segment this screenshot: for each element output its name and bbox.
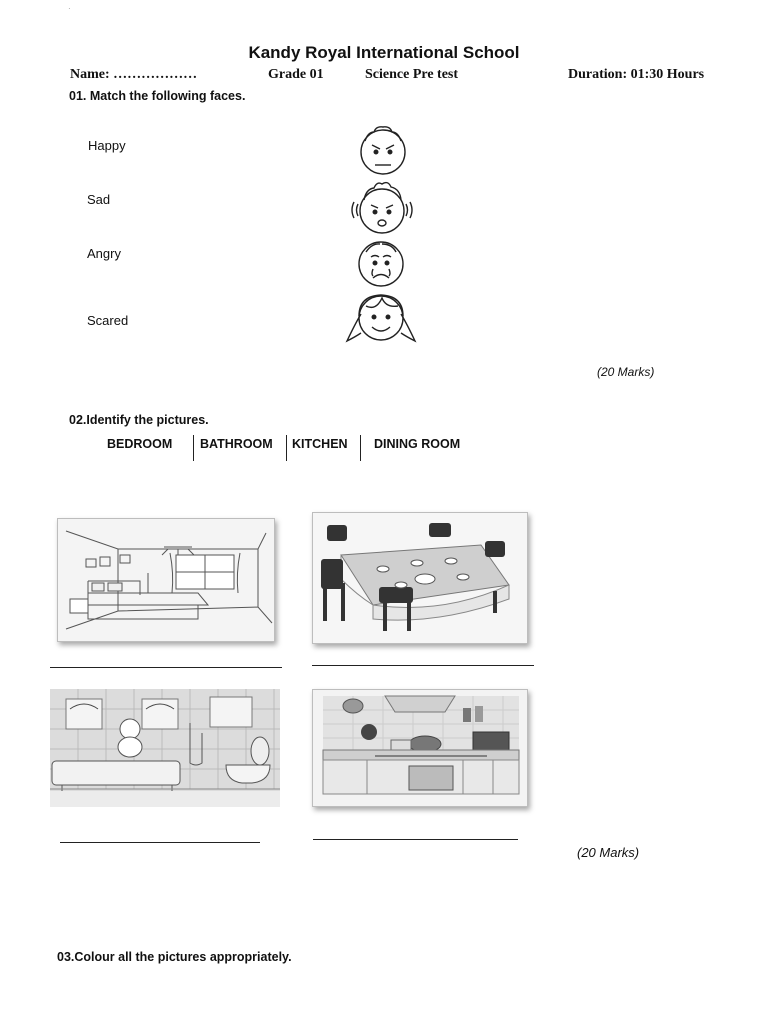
label-sad: Sad (87, 192, 111, 207)
question-2-title: 02.Identify the pictures. (69, 413, 209, 427)
word-divider (286, 435, 287, 461)
happy-face-icon (344, 292, 418, 344)
school-title: Kandy Royal International School (248, 43, 520, 62)
label-happy: Happy (88, 138, 126, 153)
word-divider (193, 435, 194, 461)
bathroom-picture (50, 689, 280, 807)
question-1-title: 01. Match the following faces. (69, 89, 246, 103)
word-bedroom: BEDROOM (107, 437, 173, 451)
subject-label: Science Pre test (365, 67, 459, 82)
dining-room-picture (312, 512, 528, 644)
angry-face-icon (355, 123, 411, 177)
name-field-label: Name: ……………… (70, 67, 198, 82)
word-bathroom: BATHROOM (200, 437, 273, 451)
question-3-title: 03.Colour all the pictures appropriately. (57, 950, 292, 964)
question-1-marks: (20 Marks) (597, 365, 655, 379)
answer-line-dining-room (312, 665, 534, 666)
answer-line-kitchen (313, 839, 518, 840)
word-dining-room: DINING ROOM (374, 437, 461, 451)
duration-label: Duration: 01:30 Hours (568, 67, 705, 82)
scared-face-icon (348, 180, 416, 236)
bedroom-picture (57, 518, 275, 642)
word-divider (360, 435, 361, 461)
label-angry: Angry (87, 246, 121, 261)
answer-line-bedroom (50, 667, 282, 668)
label-scared: Scared (87, 313, 129, 328)
kitchen-picture (312, 689, 528, 807)
grade-label: Grade 01 (268, 67, 324, 82)
stray-mark: · (68, 4, 71, 13)
word-kitchen: KITCHEN (292, 437, 348, 451)
question-2-marks: (20 Marks) (577, 845, 640, 860)
answer-line-bathroom (60, 842, 260, 843)
sad-face-icon (354, 240, 408, 288)
